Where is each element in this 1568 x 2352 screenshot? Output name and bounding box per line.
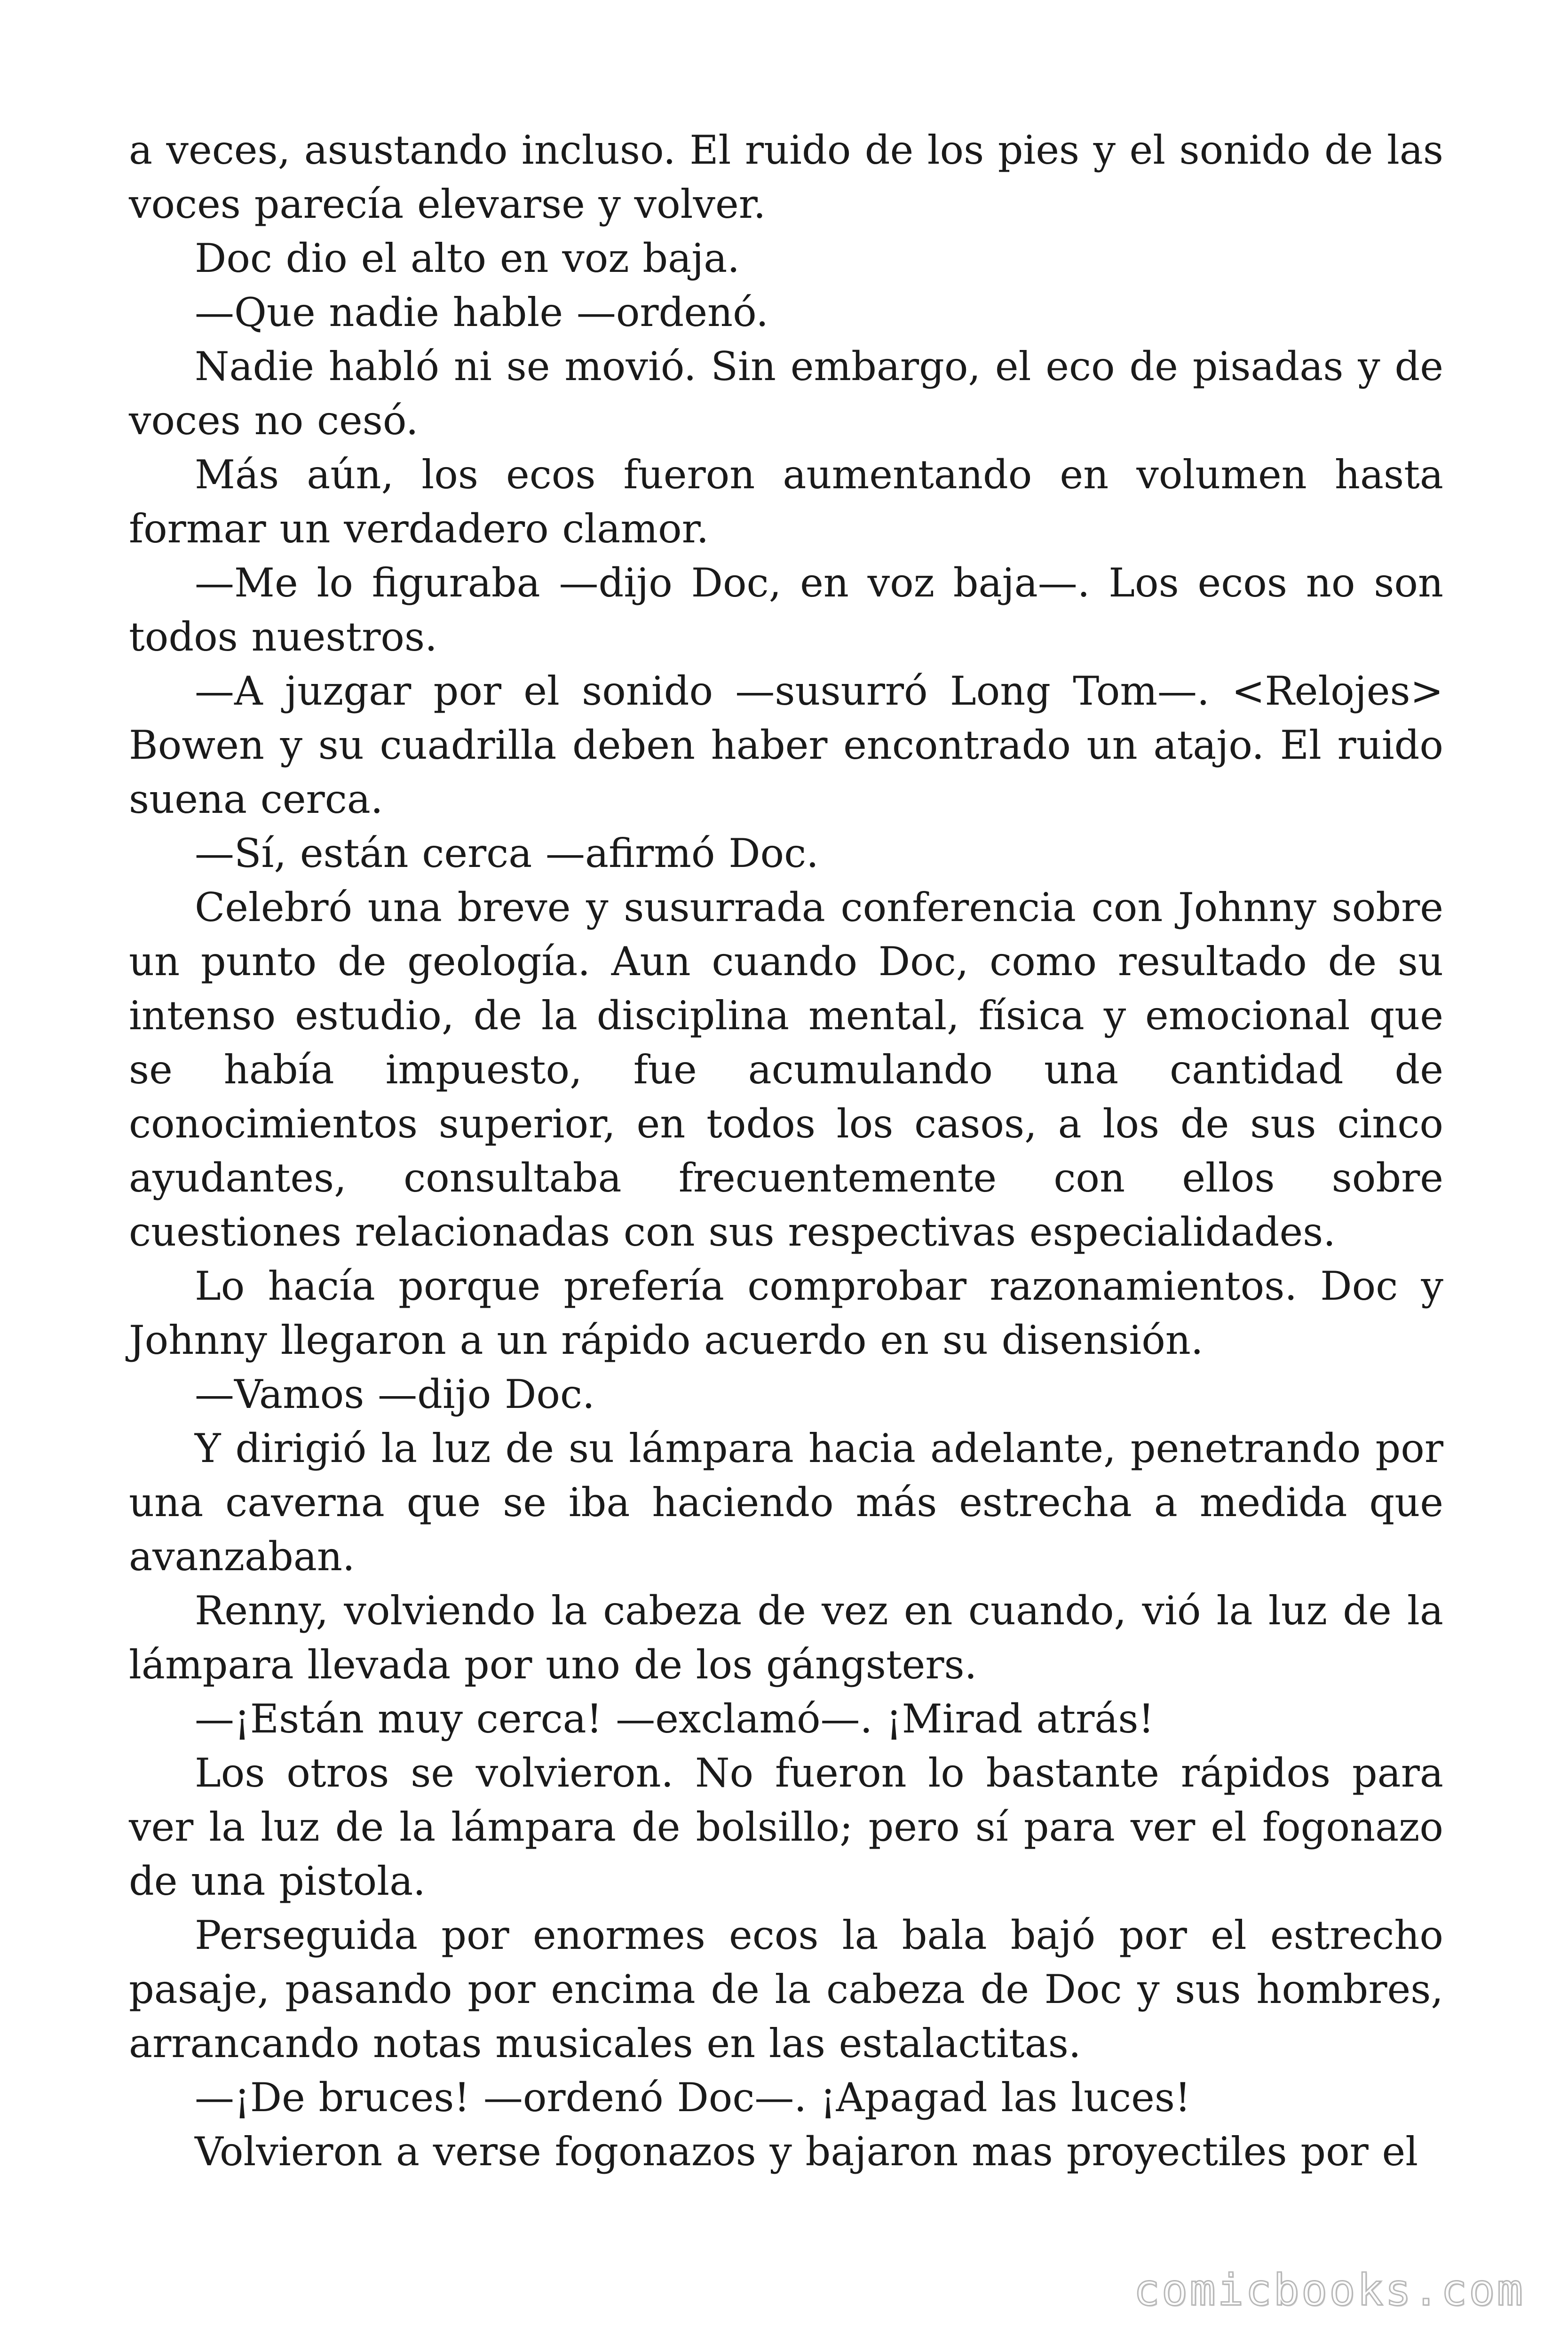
page-text	[129, 123, 1443, 2179]
paragraph: a veces, asustando incluso. El ruido de los pies y el sonido de las voces parecía elevarse y volver.	[129, 127, 1443, 227]
paragraph: Renny, volviendo la cabeza de vez en cuando, vió la luz de la lámpara llevada por uno de los gángsters.	[129, 1588, 1443, 1688]
paragraph: —Sí, están cerca —afirmó Doc.	[195, 830, 819, 876]
paragraph: Celebró una breve y susurrada conferencia con Johnny sobre un punto de geología. Aun cuando Doc, como resultado de su intenso estudio, de la disciplina mental, física y emocional que se había impuesto, fue acumulando una cantidad de conocimientos superior, en todos los casos, a los de sus cinco ayudantes, consultaba frecuentemente con ellos sobre cuestiones relacionadas con sus respectivas especialidades.	[129, 884, 1443, 1255]
paragraph: Más aún, los ecos fueron aumentando en volumen hasta formar un verdadero clamor.	[129, 452, 1443, 552]
paragraph: Y dirigió la luz de su lámpara hacia adelante, penetrando por una caverna que se iba haciendo más estrecha a medida que avanzaban.	[129, 1425, 1443, 1580]
paragraph: —Vamos —dijo Doc.	[195, 1371, 595, 1417]
paragraph: —Me lo figuraba —dijo Doc, en voz baja—. Los ecos no son todos nuestros.	[129, 560, 1443, 660]
watermark: comicbooks.com	[1133, 2265, 1525, 2315]
paragraph: —Que nadie hable —ordenó.	[195, 289, 768, 335]
paragraph: —A juzgar por el sonido —susurró Long Tom—. <Relojes> Bowen y su cuadrilla deben haber encontrado un atajo. El ruido suena cerca.	[129, 668, 1443, 822]
paragraph: Doc dio el alto en voz baja.	[195, 235, 740, 281]
paragraph: Los otros se volvieron. No fueron lo bastante rápidos para ver la luz de la lámpara de bolsillo; pero sí para ver el fogonazo de una pistola.	[129, 1750, 1443, 1904]
paragraph: Volvieron a verse fogonazos y bajaron mas proyectiles por el	[195, 2129, 1418, 2175]
paragraph: —¡Están muy cerca! —exclamó—. ¡Mirad atrás!	[195, 1696, 1155, 1742]
paragraph: Lo hacía porque prefería comprobar razonamientos. Doc y Johnny llegaron a un rápido acuerdo en su disensión.	[129, 1263, 1443, 1363]
paragraph: —¡De bruces! —ordenó Doc—. ¡Apagad las luces!	[195, 2074, 1191, 2121]
paragraph: Perseguida por enormes ecos la bala bajó por el estrecho pasaje, pasando por encima de la cabeza de Doc y sus hombres, arrancando notas musicales en las estalactitas.	[129, 1912, 1443, 2066]
paragraph: Nadie habló ni se movió. Sin embargo, el eco de pisadas y de voces no cesó.	[129, 343, 1443, 444]
